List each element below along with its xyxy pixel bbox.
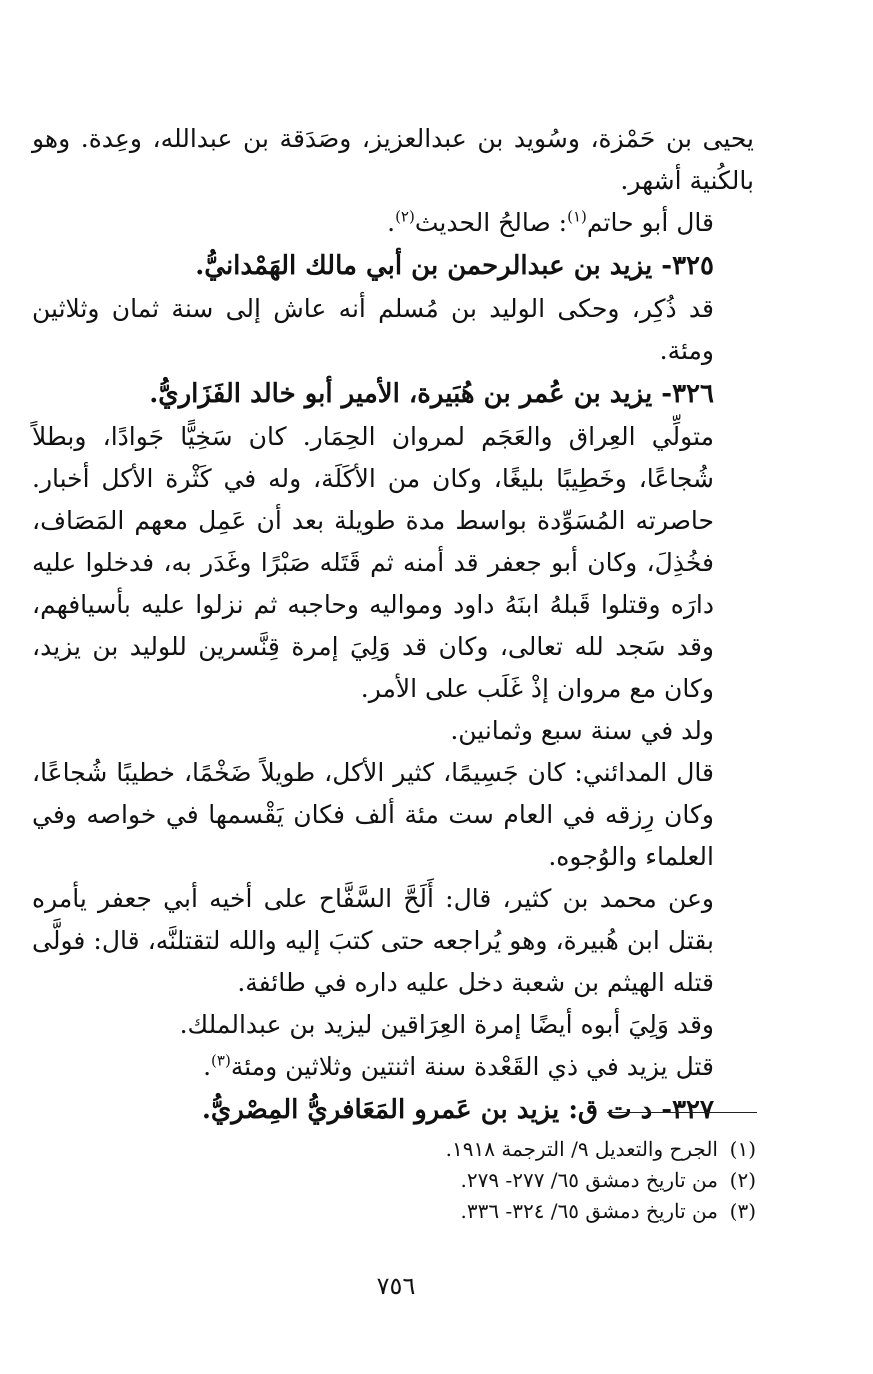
footnote-text: الجرح والتعديل ٩/ الترجمة ١٩١٨. xyxy=(445,1137,718,1161)
footnote-number: (٣) xyxy=(729,1199,756,1223)
paragraph-326-birth: ولد في سنة سبع وثمانين. xyxy=(450,716,714,745)
abu-hatim-text-2: : صالحُ الحديث xyxy=(414,208,568,237)
death-text: قتل يزيد في ذي القَعْدة سنة اثنتين وثلاثين ومئة xyxy=(230,1052,714,1081)
footnote-number: (٢) xyxy=(729,1168,756,1192)
paragraph-326-madaini: قال المدائني: كان جَسِيمًا، كثير الأكل، طويلاً ضَخْمًا، خطيبًا شُجاعًا، وكان رِزقه في العام ست مئة ألف فكان يَقْسمها في خواصه وفي العلماء والوُجوه. xyxy=(32,758,714,871)
paragraph-326-biography: متولِّي العِراق والعَجَم لمروان الحِمَار. كان سَخِيًّا جَوادًا، وبطلاً شُجاعًا، وخَطِيبًا بليغًا، وكان من الأكَلَة، وله في كَثْرة الأكل أخبار. حاصرته المُسَوِّدة بواسط مدة طويلة بعد أن عَمِل معهم المَصَاف، فخُذِلَ، وكان أبو جعفر قد أمنه ثم قَتَله صَبْرًا وغَدَر به، فدخلوا عليه دارَه وقتلوا قَبلهُ ابنَهُ داود ومواليه وحاجبه ثم نزلوا عليه بأسيافهم، وقد سَجد لله تعالى، وكان قد وَلِيَ إمرة قِنَّسرين للوليد بن يزيد، وكان مع مروان إذْ غَلَب على الأمر. xyxy=(32,422,714,703)
footnote-ref-2[interactable]: (٢) xyxy=(395,207,415,226)
entry-heading-325: ٣٢٥- يزيد بن عبدالرحمن بن أبي مالك الهَمْدانيُّ. xyxy=(195,251,714,281)
death-end: . xyxy=(203,1052,212,1081)
abu-hatim-text: قال أبو حاتم xyxy=(586,208,714,237)
abu-hatim-end: . xyxy=(387,208,396,237)
footnote-text: من تاريخ دمشق ٦٥/ ٢٧٧- ٢٧٩. xyxy=(460,1168,718,1192)
paragraph-326-kathir: وعن محمد بن كثير، قال: أَلَحَّ السَّفَّاح على أخيه أبي جعفر يأمره بقتل ابن هُبيرة، وهو يُراجعه حتى كتبَ إليه والله لتقتلنَّه، قال: فولَّى قتله الهيثم بن شعبة دخل عليه داره في طائفة. xyxy=(32,884,714,997)
paragraph-326-death xyxy=(32,1046,754,1088)
entry-heading-327: ٣٢٧- د ت ق: يزيد بن عَمرو المَعَافريُّ المِصْريُّ. xyxy=(201,1095,714,1125)
footnote-number: (١) xyxy=(729,1137,756,1161)
footnote-item xyxy=(300,1196,756,1227)
footnote-item xyxy=(300,1134,756,1165)
footnote-item xyxy=(300,1165,756,1196)
paragraph-326-father: وقد وَلِيَ أبوه أيضًا إمرة العِرَاقين ليزيد بن عبدالملك. xyxy=(179,1010,714,1039)
entry-heading-326: ٣٢٦- يزيد بن عُمر بن هُبَيرة، الأمير أبو خالد الفَزَاريُّ. xyxy=(149,379,714,409)
footnote-text: من تاريخ دمشق ٦٥/ ٣٢٤- ٣٣٦. xyxy=(460,1199,718,1223)
footnote-ref-3[interactable]: (٣) xyxy=(211,1051,231,1070)
paragraph-325: قد ذُكِر، وحكى الوليد بن مُسلم أنه عاش إلى سنة ثمان وثلاثين ومئة. xyxy=(32,294,714,365)
paragraph-abu-hatim xyxy=(32,202,754,244)
page-number: ٧٥٦ xyxy=(376,1272,416,1300)
main-text xyxy=(32,118,754,1132)
footnotes xyxy=(300,1134,756,1227)
footnote-ref-1[interactable]: (١) xyxy=(567,207,587,226)
footnote-divider xyxy=(607,1112,757,1113)
paragraph-yahya: يحيى بن حَمْزة، وسُويد بن عبدالعزيز، وصَدَقة بن عبدالله، وعِدة. وهو بالكُنية أشهر. xyxy=(32,124,754,195)
